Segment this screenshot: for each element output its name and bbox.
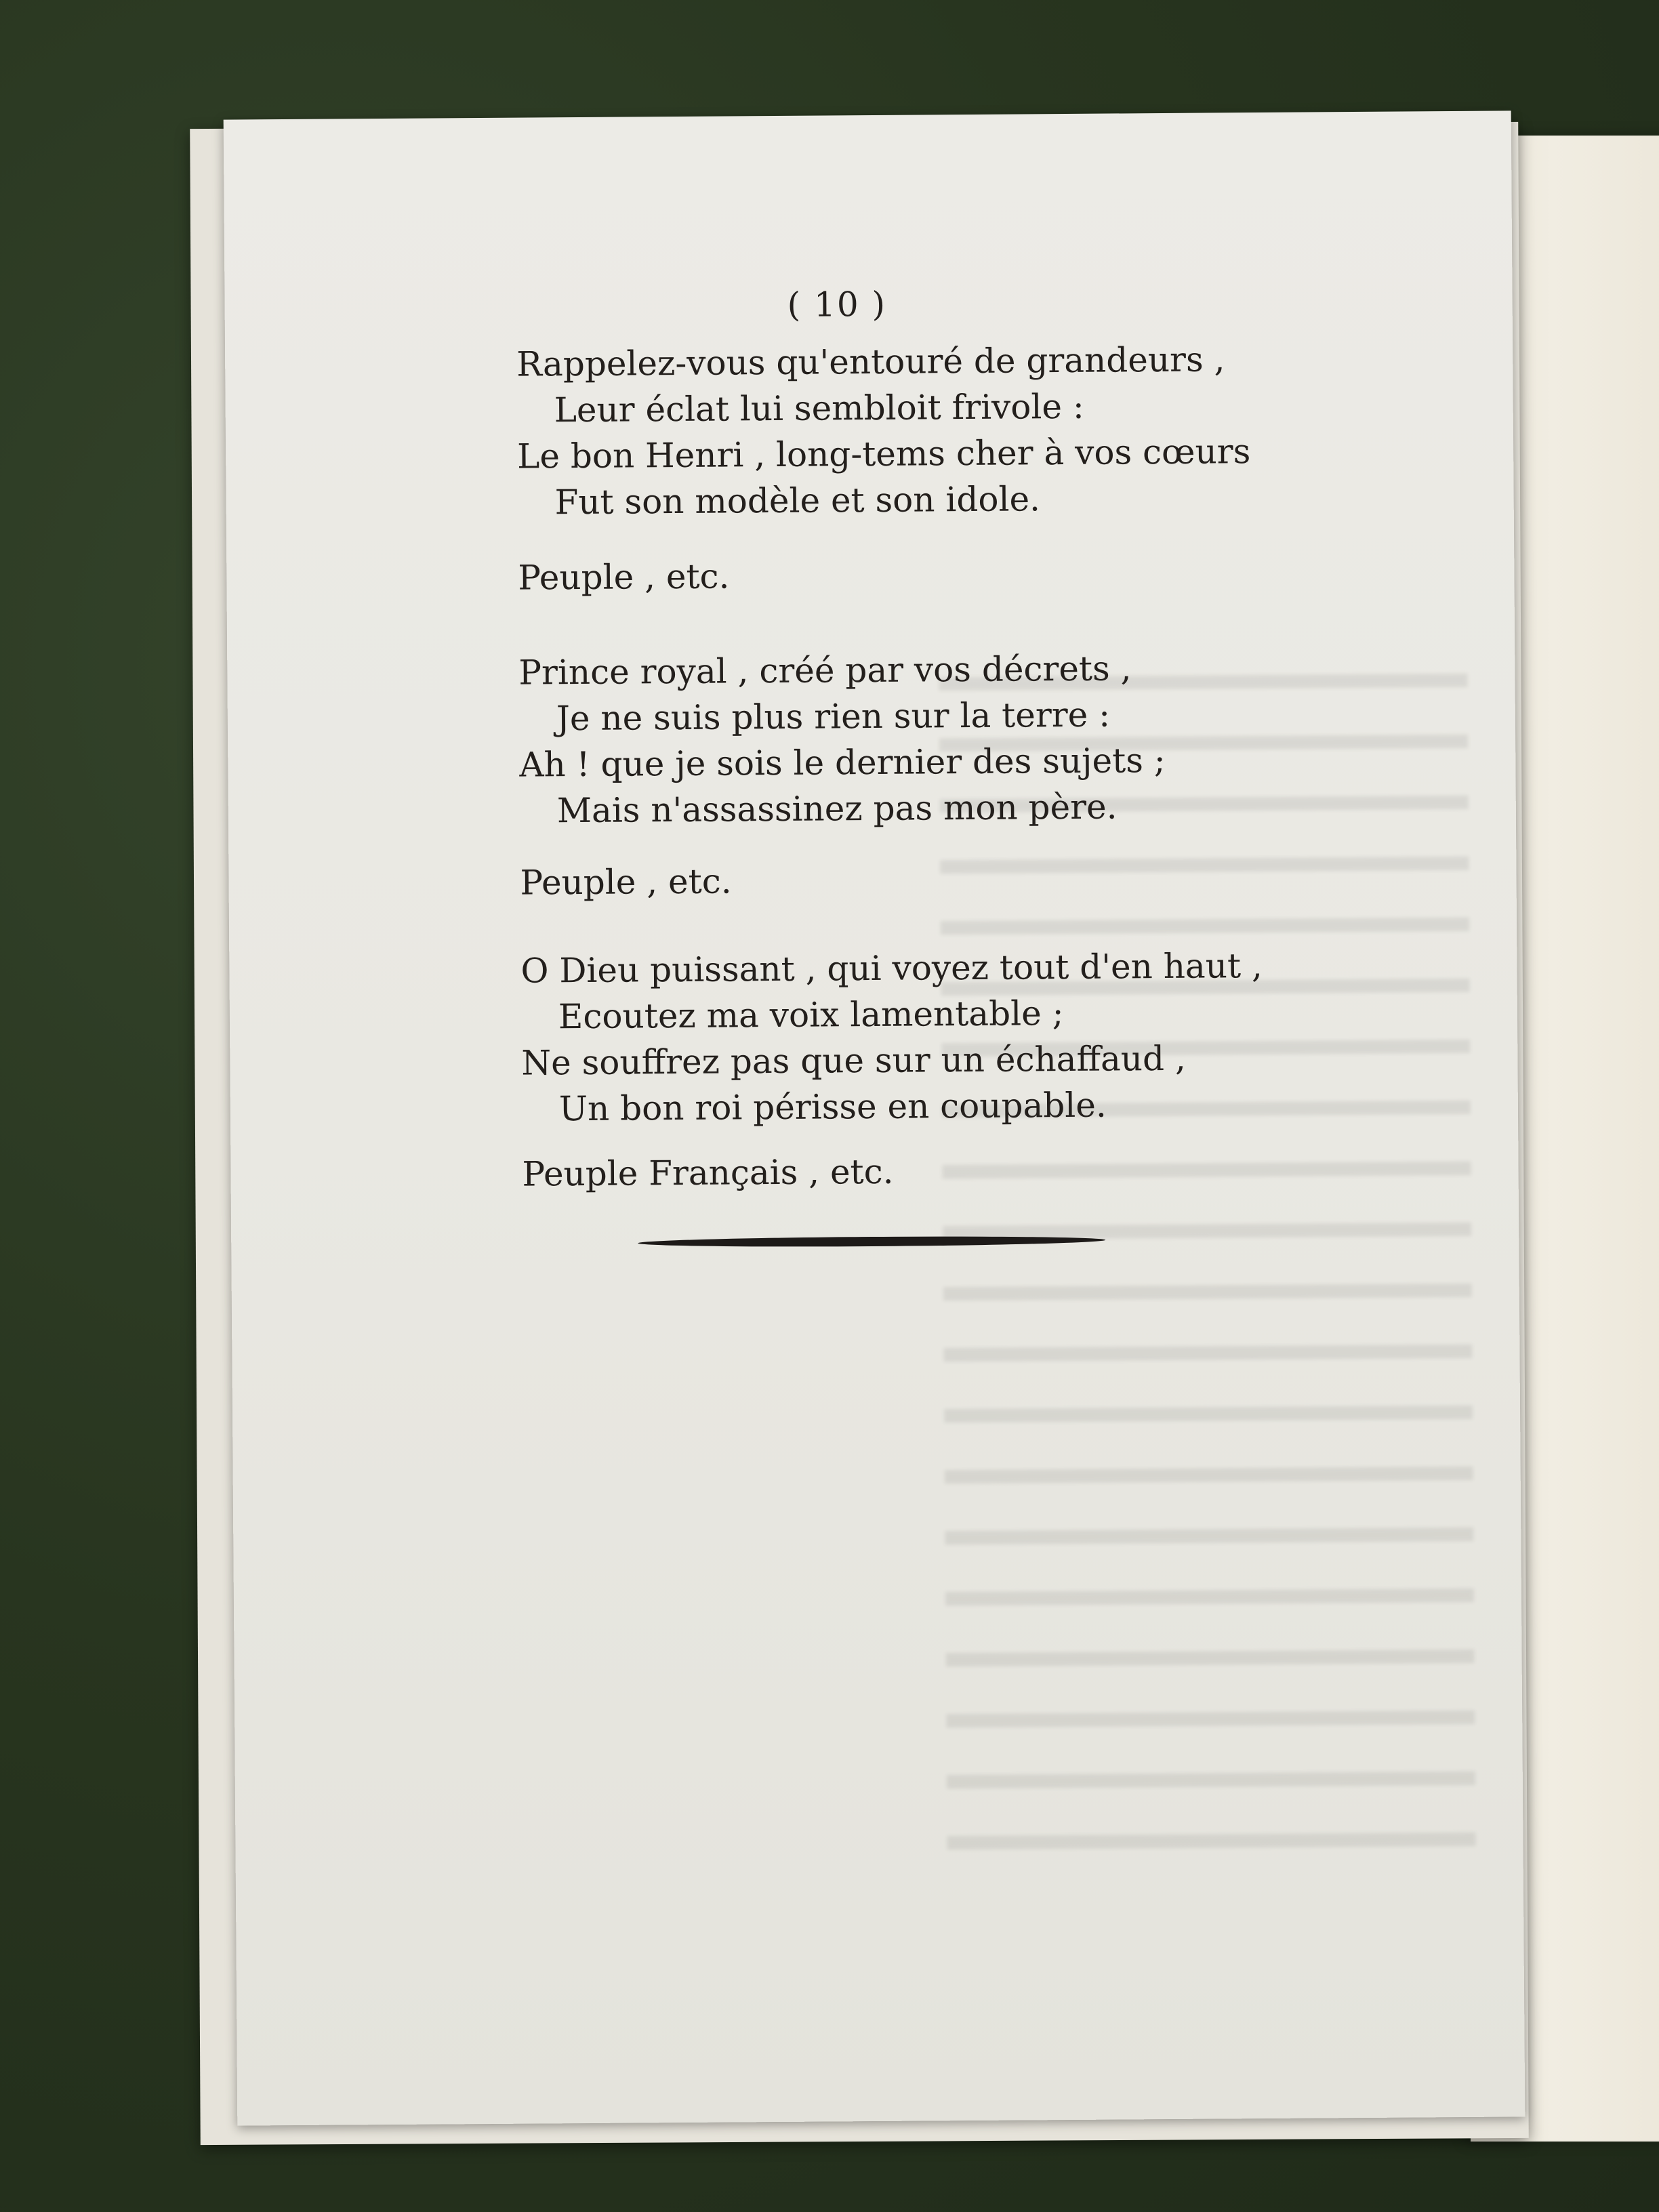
verse-line: Ne souffrez pas que sur un échaffaud , [521,1038,1187,1083]
verse-line: Un bon roi périsse en coupable. [558,1085,1107,1129]
page-number: ( 10 ) [787,284,887,325]
book-page [224,110,1525,2125]
verse-line: Ecoutez ma voix lamentable ; [558,994,1064,1037]
refrain: Peuple , etc. [520,861,732,903]
verse-line: Ah ! que je sois le dernier des sujets ; [519,740,1166,785]
verse-line: Fut son modèle et son idole. [554,479,1041,523]
verse-line: Rappelez-vous qu'entouré de grandeurs , [516,340,1225,384]
stanza-2 [518,645,1166,834]
refrain: Peuple Français , etc. [522,1151,894,1194]
stanza-1 [516,336,1251,526]
verse-line: O Dieu puissant , qui voyez tout d'en haut , [520,945,1263,991]
refrain: Peuple , etc. [518,556,730,598]
verse-line: Je ne suis plus rien sur la terre : [556,695,1111,739]
verse-line: Mais n'assassinez pas mon père. [556,787,1118,831]
verse-line: Leur éclat lui sembloit frivole : [554,386,1084,430]
verse-line: Le bon Henri , long-tems cher à vos cœurs [516,432,1251,476]
stanza-3 [520,943,1263,1132]
verse-line: Prince royal , créé par vos décrets , [518,649,1132,693]
